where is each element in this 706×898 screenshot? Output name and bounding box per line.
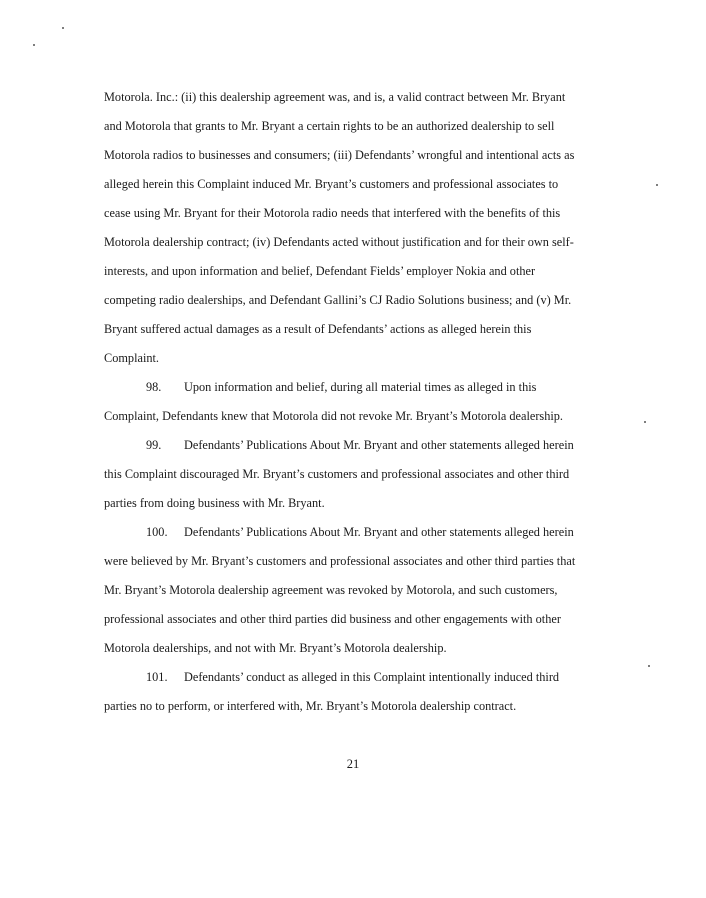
body-text-line: parties from doing business with Mr. Bryant. bbox=[104, 496, 325, 510]
paragraph-text: Defendants’ Publications About Mr. Bryant and other statements alleged herein bbox=[184, 525, 574, 539]
body-text-line: Bryant suffered actual damages as a result of Defendants’ actions as alleged herein this bbox=[104, 322, 532, 336]
body-text-line: parties no to perform, or interfered with, Mr. Bryant’s Motorola dealership contract. bbox=[104, 699, 517, 713]
body-text-line: Motorola dealerships, and not with Mr. Bryant’s Motorola dealership. bbox=[104, 641, 447, 655]
paragraph-first-line bbox=[146, 437, 646, 453]
body-text-line: competing radio dealerships, and Defendant Gallini’s CJ Radio Solutions business; and (v) Mr. bbox=[104, 293, 572, 307]
paragraph-first-line bbox=[146, 379, 646, 395]
scan-speck bbox=[648, 665, 650, 667]
body-text-line: interests, and upon information and belief, Defendant Fields’ employer Nokia and other bbox=[104, 264, 536, 278]
paragraph-number: 99. bbox=[146, 438, 162, 452]
body-text-line: were believed by Mr. Bryant’s customers and professional associates and other third parties that bbox=[104, 554, 576, 568]
body-text-line: professional associates and other third parties did business and other engagements with other bbox=[104, 612, 561, 626]
body-text-line: Motorola dealership contract; (iv) Defendants acted without justification and for their own self- bbox=[104, 235, 574, 249]
body-text-line: and Motorola that grants to Mr. Bryant a certain rights to be an authorized dealership to sell bbox=[104, 119, 555, 133]
body-text-line: Motorola. Inc.: (ii) this dealership agreement was, and is, a valid contract between Mr. Bryant bbox=[104, 90, 566, 104]
paragraph-text: Upon information and belief, during all material times as alleged in this bbox=[184, 380, 537, 394]
body-text-line: cease using Mr. Bryant for their Motorola radio needs that interfered with the benefits of this bbox=[104, 206, 561, 220]
scan-speck bbox=[644, 421, 646, 423]
body-text-line: alleged herein this Complaint induced Mr. Bryant’s customers and professional associates to bbox=[104, 177, 559, 191]
body-text-line: Motorola radios to businesses and consumers; (iii) Defendants’ wrongful and intentional acts as bbox=[104, 148, 575, 162]
paragraph-number: 100. bbox=[146, 525, 168, 539]
paragraph-first-line bbox=[146, 669, 646, 685]
scan-speck bbox=[62, 27, 64, 29]
scan-speck bbox=[33, 44, 35, 46]
body-text-line: Mr. Bryant’s Motorola dealership agreement was revoked by Motorola, and such customers, bbox=[104, 583, 558, 597]
paragraph-first-line bbox=[146, 524, 646, 540]
paragraph-text: Defendants’ conduct as alleged in this Complaint intentionally induced third bbox=[184, 670, 560, 684]
scan-speck bbox=[656, 184, 658, 186]
body-text-line: Complaint. bbox=[104, 351, 159, 365]
body-text-line: Complaint, Defendants knew that Motorola did not revoke Mr. Bryant’s Motorola dealership. bbox=[104, 409, 563, 423]
paragraph-text: Defendants’ Publications About Mr. Bryant and other statements alleged herein bbox=[184, 438, 574, 452]
paragraph-number: 98. bbox=[146, 380, 162, 394]
page-number: 21 bbox=[346, 757, 360, 771]
paragraph-number: 101. bbox=[146, 670, 168, 684]
body-text-line: this Complaint discouraged Mr. Bryant’s customers and professional associates and other third bbox=[104, 467, 570, 481]
